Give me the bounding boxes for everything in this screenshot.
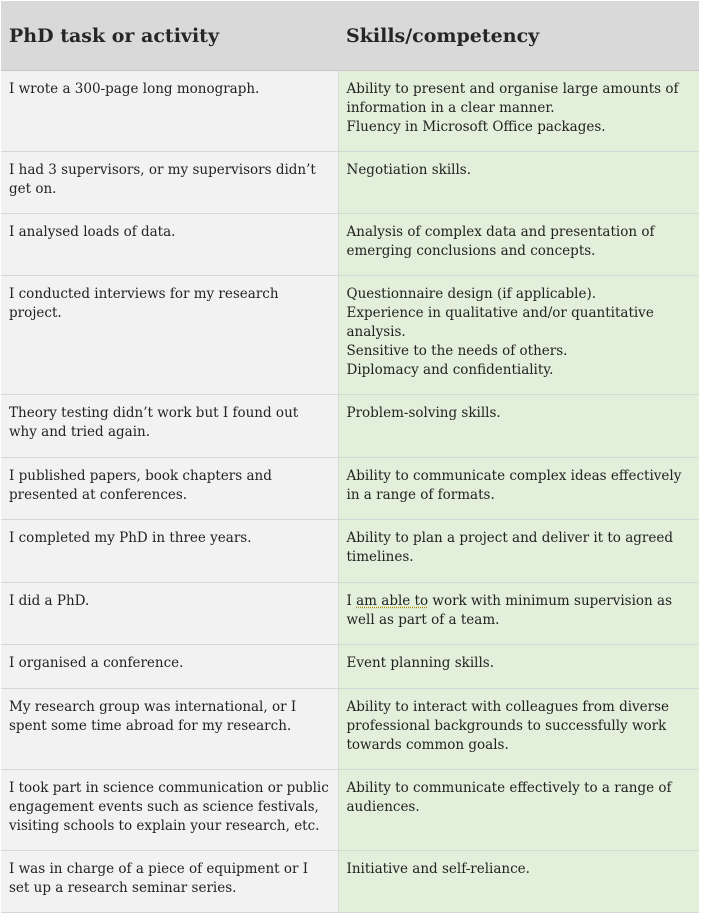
skill-line: Ability to communicate effectively to a range of audiences. xyxy=(346,780,672,815)
table-row xyxy=(1,851,699,913)
table-row xyxy=(1,645,699,689)
skill-line: Sensitive to the needs of others. xyxy=(346,343,568,359)
task-cell: I organised a conference. xyxy=(1,645,338,689)
table-row xyxy=(1,395,699,458)
task-cell: I took part in science communication or public engagement events such as science festivals, visiting schools to explain your research, etc. xyxy=(1,770,338,851)
table-row xyxy=(1,214,699,276)
task-cell: I conducted interviews for my research project. xyxy=(1,276,338,395)
grammar-check-underline: am able to xyxy=(356,593,429,609)
table-row xyxy=(1,520,699,583)
skill-cell xyxy=(338,851,699,913)
task-cell: I analysed loads of data. xyxy=(1,214,338,276)
table-row xyxy=(1,770,699,851)
skill-line: Diplomacy and confidentiality. xyxy=(346,362,554,378)
table-header xyxy=(1,1,699,71)
skill-cell xyxy=(338,152,699,214)
skill-text-prefix: I xyxy=(346,593,357,609)
task-cell: Theory testing didn’t work but I found out why and tried again. xyxy=(1,395,338,458)
skill-cell xyxy=(338,689,699,770)
task-cell: I wrote a 300-page long monograph. xyxy=(1,71,338,152)
table-row xyxy=(1,276,699,395)
skill-cell xyxy=(338,276,699,395)
skill-cell xyxy=(338,645,699,689)
skills-table xyxy=(1,1,699,913)
table-row xyxy=(1,583,699,645)
skill-line: Event planning skills. xyxy=(346,655,495,671)
skill-line: Ability to present and organise large amounts of information in a clear manner. xyxy=(346,81,679,116)
skill-cell xyxy=(338,458,699,520)
skill-cell xyxy=(338,770,699,851)
header-row xyxy=(1,1,699,71)
skill-line: Ability to communicate complex ideas effectively in a range of formats. xyxy=(346,468,682,503)
task-cell: I published papers, book chapters and presented at conferences. xyxy=(1,458,338,520)
task-cell: I completed my PhD in three years. xyxy=(1,520,338,583)
skill-text-rest: work with minimum supervision as well as part of a team. xyxy=(346,593,672,628)
skill-cell xyxy=(338,71,699,152)
table-row xyxy=(1,71,699,152)
skill-line: Experience in qualitative and/or quantitative analysis. xyxy=(346,305,654,340)
task-cell: I was in charge of a piece of equipment or I set up a research seminar series. xyxy=(1,851,338,913)
table-row xyxy=(1,152,699,214)
skill-cell xyxy=(338,395,699,458)
skill-line: Negotiation skills. xyxy=(346,162,471,178)
skill-line: Ability to plan a project and deliver it to agreed timelines. xyxy=(346,530,673,565)
skill-cell xyxy=(338,583,699,645)
skill-cell xyxy=(338,214,699,276)
skills-table-container xyxy=(1,1,699,913)
skill-line: Questionnaire design (if applicable). xyxy=(346,286,596,302)
skill-line: Fluency in Microsoft Office packages. xyxy=(346,119,606,135)
skill-line: Initiative and self-reliance. xyxy=(346,861,530,877)
task-cell: My research group was international, or I spent some time abroad for my research. xyxy=(1,689,338,770)
skill-line: Problem-solving skills. xyxy=(346,405,501,421)
skill-line: Analysis of complex data and presentation of emerging conclusions and concepts. xyxy=(346,224,655,259)
table-row xyxy=(1,458,699,520)
header-skill: Skills/competency xyxy=(338,1,699,71)
table-row xyxy=(1,689,699,770)
task-cell: I did a PhD. xyxy=(1,583,338,645)
skill-cell xyxy=(338,520,699,583)
table-body xyxy=(1,71,699,913)
task-cell: I had 3 supervisors, or my supervisors didn’t get on. xyxy=(1,152,338,214)
header-task: PhD task or activity xyxy=(1,1,338,71)
skill-line: Ability to interact with colleagues from diverse professional backgrounds to successfully work towards common goals. xyxy=(346,699,670,753)
